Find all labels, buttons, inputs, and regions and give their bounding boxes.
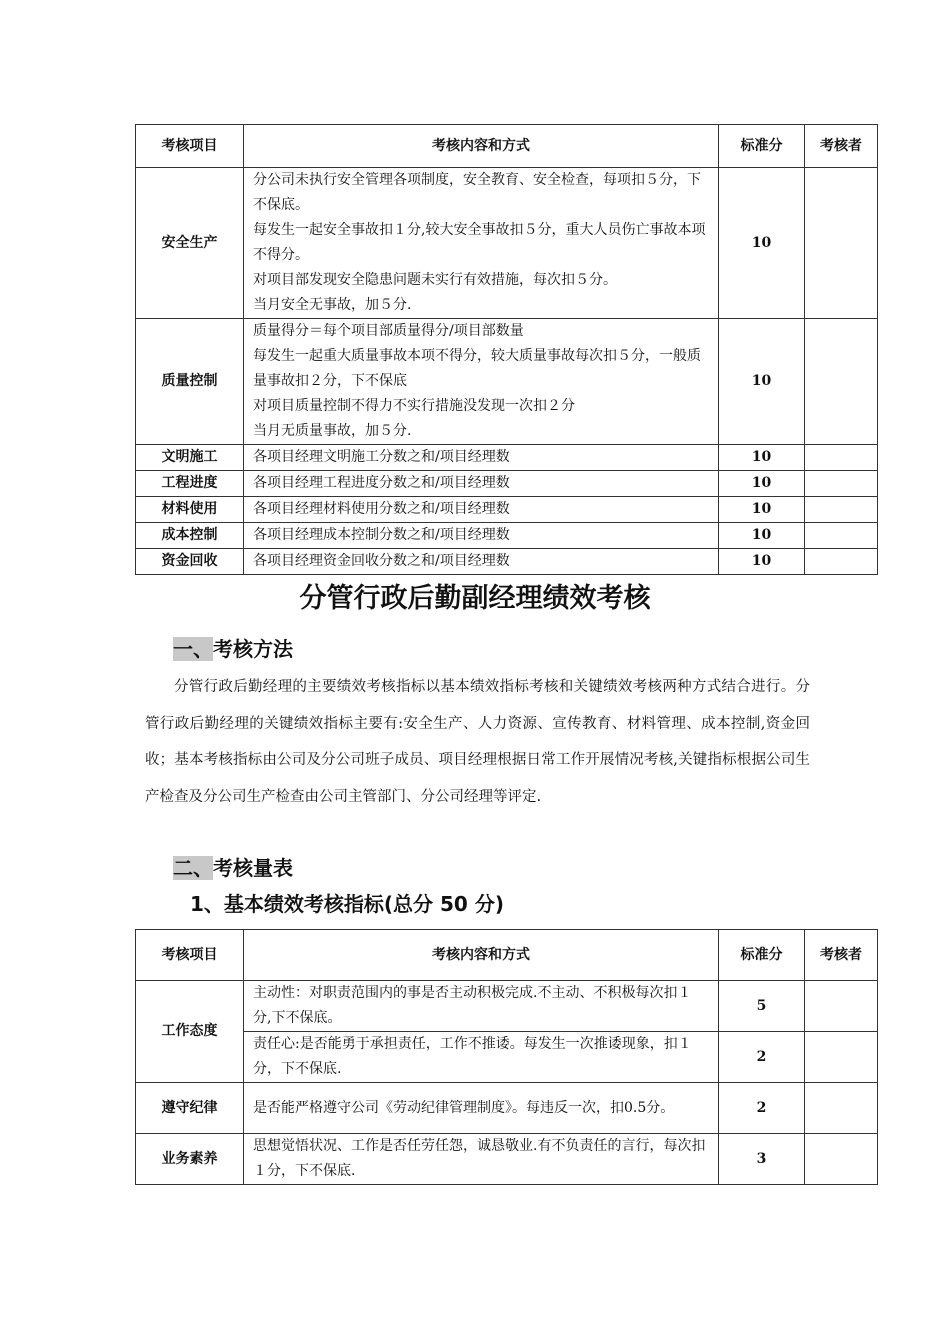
- item-name: 安全生产: [136, 168, 244, 319]
- assessor-cell: [805, 1134, 878, 1185]
- assessor-cell: [805, 445, 878, 471]
- table-header-row: [136, 930, 878, 981]
- item-content: 责任心:是否能勇于承担责任，工作不推诿。每发生一次推诿现象，扣１分，下不保底.: [244, 1032, 719, 1083]
- item-content: 各项目经理材料使用分数之和/项目经理数: [244, 497, 719, 523]
- header-assessor: 考核者: [805, 125, 878, 168]
- table-row: [136, 1083, 878, 1134]
- item-name: 业务素养: [136, 1134, 244, 1185]
- item-name: 文明施工: [136, 445, 244, 471]
- standard-score: 5: [719, 981, 805, 1032]
- header-content: 考核内容和方式: [244, 930, 719, 981]
- item-content: 分公司未执行安全管理各项制度，安全教育、安全检查，每项扣５分，下不保底。 每发生一起安全事故扣１分,较大安全事故扣５分，重大人员伤亡事故本项不得分。 对项目部发现安全隐患问题未实行有效措施，每次扣５分。 当月安全无事故，加５分.: [244, 168, 719, 319]
- item-name: 成本控制: [136, 523, 244, 549]
- subheading-basic-indicators: 1、基本绩效考核指标(总分 50 分): [190, 892, 504, 916]
- table-row: [136, 168, 878, 319]
- standard-score: 10: [719, 497, 805, 523]
- item-content: 各项目经理文明施工分数之和/项目经理数: [244, 445, 719, 471]
- document-title: 分管行政后勤副经理绩效考核: [299, 583, 651, 614]
- header-item: 考核项目: [136, 930, 244, 981]
- header-assessor: 考核者: [805, 930, 878, 981]
- item-name: 工作态度: [136, 981, 244, 1083]
- item-content: 主动性：对职责范围内的事是否主动积极完成.不主动、不积极每次扣１分,下不保底。: [244, 981, 719, 1032]
- assessor-cell: [805, 1032, 878, 1083]
- item-content: 思想觉悟状况、工作是否任劳任怨，诚恳敬业.有不负责任的言行，每次扣１分，下不保底.: [244, 1134, 719, 1185]
- section-heading-method: [173, 633, 293, 662]
- header-content: 考核内容和方式: [244, 125, 719, 168]
- performance-table-1: [135, 124, 878, 575]
- section-number: 一、: [173, 637, 213, 661]
- table-header-row: [136, 125, 878, 168]
- assessor-cell: [805, 549, 878, 575]
- table-row: [136, 1134, 878, 1185]
- header-score: 标准分: [719, 125, 805, 168]
- section-heading-scale: [173, 852, 293, 881]
- table-row: [136, 497, 878, 523]
- assessor-cell: [805, 523, 878, 549]
- standard-score: 10: [719, 549, 805, 575]
- standard-score: 10: [719, 471, 805, 497]
- standard-score: 10: [719, 445, 805, 471]
- item-content: 各项目经理成本控制分数之和/项目经理数: [244, 523, 719, 549]
- table-row: [136, 319, 878, 445]
- assessor-cell: [805, 168, 878, 319]
- section-number: 二、: [173, 856, 213, 880]
- header-score: 标准分: [719, 930, 805, 981]
- standard-score: 10: [719, 168, 805, 319]
- assessor-cell: [805, 497, 878, 523]
- table-row: [136, 445, 878, 471]
- item-content: 质量得分＝每个项目部质量得分/项目部数量 每发生一起重大质量事故本项不得分，较大质量事故每次扣５分，一般质量事故扣２分，下不保底 对项目质量控制不得力不实行措施没发现一次扣２分 当月无质量事故，加５分.: [244, 319, 719, 445]
- header-item: 考核项目: [136, 125, 244, 168]
- item-content: 是否能严格遵守公司《劳动纪律管理制度》。每违反一次，扣0.5分。: [244, 1083, 719, 1134]
- standard-score: 2: [719, 1083, 805, 1134]
- assessor-cell: [805, 319, 878, 445]
- assessor-cell: [805, 1083, 878, 1134]
- table-row: [136, 523, 878, 549]
- assessor-cell: [805, 471, 878, 497]
- table-row: [136, 981, 878, 1032]
- standard-score: 10: [719, 319, 805, 445]
- item-name: 资金回收: [136, 549, 244, 575]
- item-content: 各项目经理资金回收分数之和/项目经理数: [244, 549, 719, 575]
- item-name: 工程进度: [136, 471, 244, 497]
- item-name: 质量控制: [136, 319, 244, 445]
- section-title: 考核量表: [213, 856, 293, 880]
- item-name: 材料使用: [136, 497, 244, 523]
- standard-score: 3: [719, 1134, 805, 1185]
- table-row: [136, 471, 878, 497]
- table-row: [136, 549, 878, 575]
- item-name: 遵守纪律: [136, 1083, 244, 1134]
- method-paragraph: 分管行政后勤经理的主要绩效考核指标以基本绩效指标考核和关键绩效考核两种方式结合进行。分管行政后勤经理的关键绩效指标主要有:安全生产、人力资源、宣传教育、材料管理、成本控制,资金回收；基本考核指标由公司及分公司班子成员、项目经理根据日常工作开展情况考核,关键指标根据公司生产检查及分公司生产检查由公司主管部门、分公司经理等评定.: [145, 679, 810, 805]
- table-row: [136, 1032, 878, 1083]
- assessor-cell: [805, 981, 878, 1032]
- standard-score: 2: [719, 1032, 805, 1083]
- standard-score: 10: [719, 523, 805, 549]
- section-title: 考核方法: [213, 637, 293, 661]
- item-content: 各项目经理工程进度分数之和/项目经理数: [244, 471, 719, 497]
- performance-table-2: [135, 929, 878, 1185]
